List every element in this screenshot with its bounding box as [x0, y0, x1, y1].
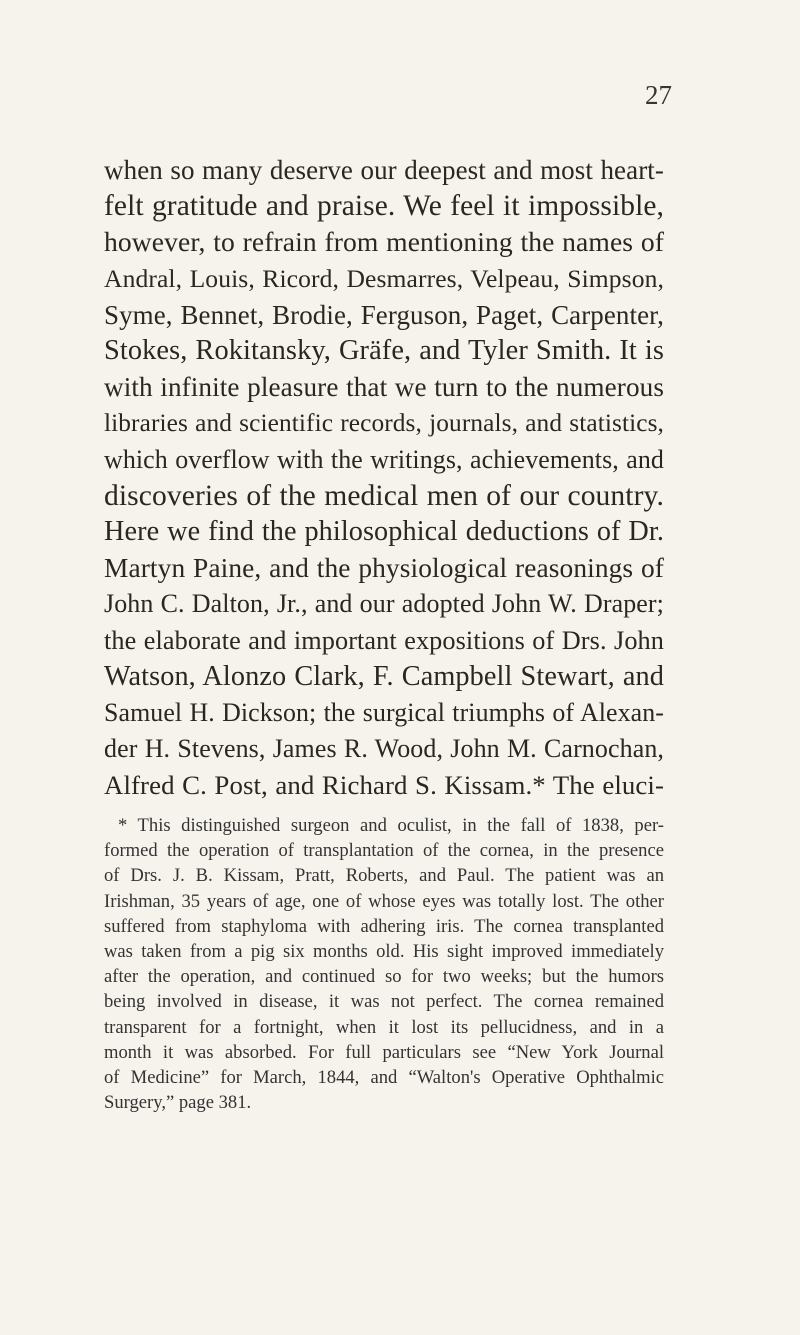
body-line: Andral, Louis, Ricord, Desmarres, Velpeau, Simpson,	[104, 263, 664, 293]
page-number: 27	[645, 80, 672, 110]
footnote-line: formed the operation of transplantation of the cornea, in the presence	[104, 840, 664, 862]
body-line: John C. Dalton, Jr., and our adopted John W. Draper;	[104, 589, 664, 619]
body-line: discoveries of the medical men of our country.	[104, 479, 664, 512]
footnote-line: was taken from a pig six months old. His sight improved immediately	[104, 941, 664, 963]
body-line: the elaborate and important expositions of Drs. John	[104, 625, 664, 655]
body-line: Here we find the philosophical deductions of Dr.	[104, 516, 664, 548]
body-line: however, to refrain from mentioning the names of	[104, 226, 664, 258]
footnote-line: of Medicine” for March, 1844, and “Walton's Operative Ophthalmic	[104, 1067, 664, 1089]
body-paragraph	[104, 152, 664, 804]
footnote-line: Irishman, 35 years of age, one of whose eyes was totally lost. The other	[104, 890, 664, 912]
body-line: when so many deserve our deepest and most heart-	[104, 155, 664, 185]
body-line: libraries and scientific records, journals, and statistics,	[104, 409, 664, 438]
body-line: Syme, Bennet, Brodie, Ferguson, Paget, Carpenter,	[104, 299, 664, 330]
body-line: Alfred C. Post, and Richard S. Kissam.* The eluci-	[104, 770, 664, 801]
body-line: Martyn Paine, and the physiological reasonings of	[104, 553, 664, 584]
footnote-line: after the operation, and continued so for two weeks; but the humors	[104, 966, 664, 988]
footnote-line: Surgery,” page 381.	[104, 1092, 252, 1114]
body-line: Stokes, Rokitansky, Gräfe, and Tyler Smith. It is	[104, 335, 664, 367]
footnote-line: month it was absorbed. For full particulars see “New York Journal	[104, 1041, 664, 1063]
footnote-line: being involved in disease, it was not perfect. The cornea remained	[104, 991, 664, 1013]
footnote-line: of Drs. J. B. Kissam, Pratt, Roberts, and Paul. The patient was an	[104, 865, 664, 887]
body-line: with infinite pleasure that we turn to the numerous	[104, 372, 664, 403]
footnote-line: suffered from staphyloma with adhering iris. The cornea transplanted	[104, 915, 664, 937]
body-line: Watson, Alonzo Clark, F. Campbell Stewart, and	[104, 660, 664, 692]
footnote-line: transparent for a fortnight, when it lost its pellucidness, and in a	[104, 1016, 664, 1038]
body-line: der H. Stevens, James R. Wood, John M. Carnochan,	[104, 734, 664, 764]
footnote-line: * This distinguished surgeon and oculist, in the fall of 1838, per-	[118, 815, 664, 836]
body-line: which overflow with the writings, achievements, and	[104, 444, 664, 474]
body-line: felt gratitude and praise. We feel it impossible,	[104, 190, 664, 223]
footnote	[104, 813, 664, 1115]
body-line: Samuel H. Dickson; the surgical triumphs of Alexan-	[104, 698, 664, 728]
